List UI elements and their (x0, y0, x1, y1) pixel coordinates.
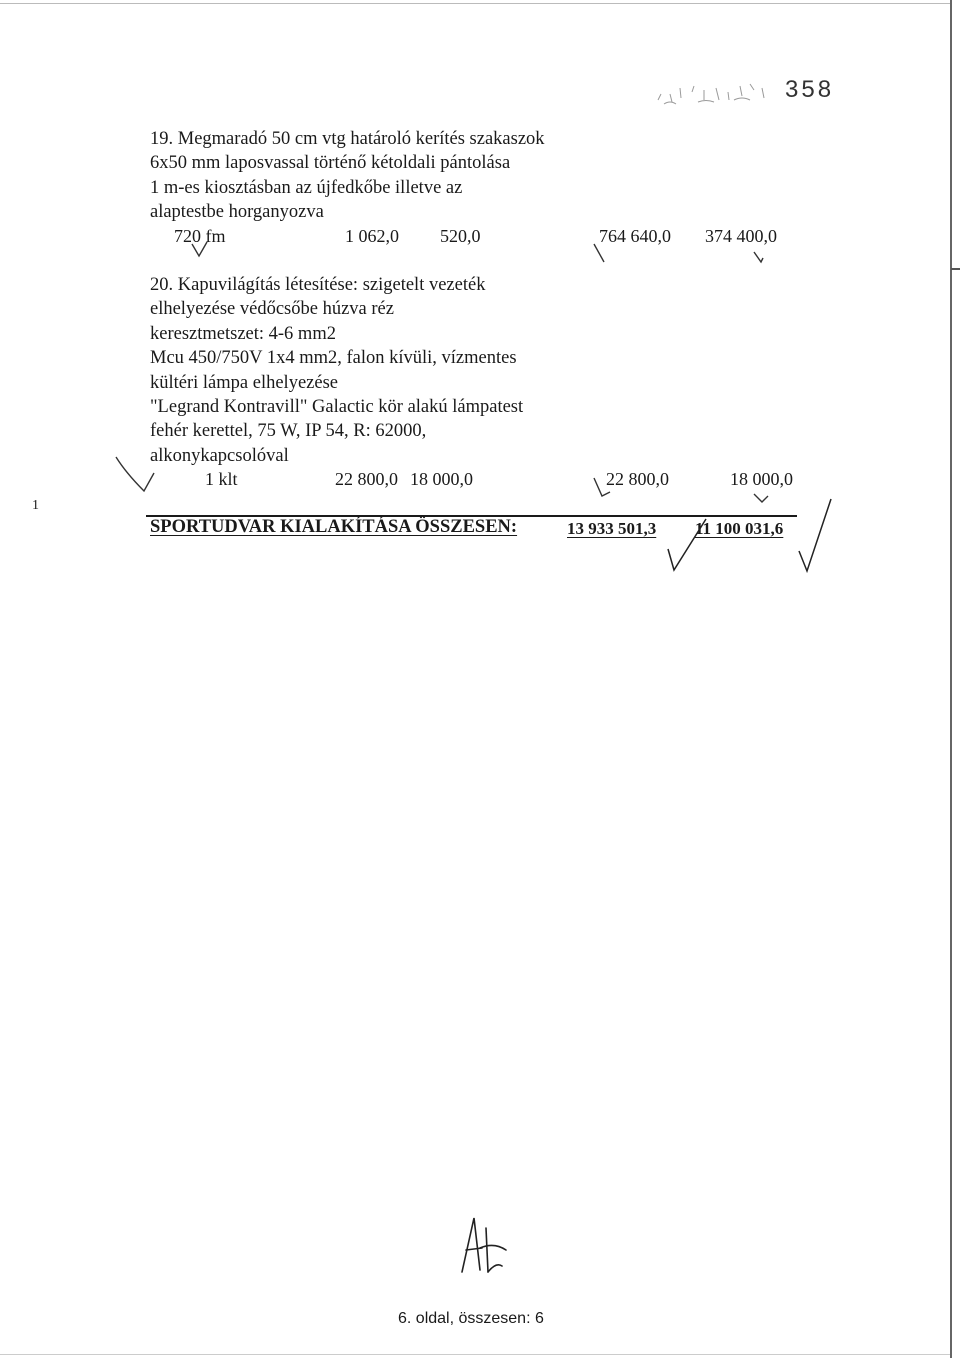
stamp-residue (650, 76, 775, 110)
check-mark-icon (592, 476, 614, 500)
check-mark-icon (752, 248, 770, 266)
scan-edge-bottom (0, 1354, 950, 1355)
item-20-line-6: "Legrand Kontravill" Galactic kör alakú lámpatest (150, 397, 524, 418)
item-20-total-labor: 18 000,0 (730, 469, 793, 489)
check-mark-icon (592, 240, 608, 266)
item-19-line-2: 6x50 mm laposvassal történő kétoldali pántolása (150, 153, 511, 174)
item-20-line-5: kültéri lámpa elhelyezése (150, 372, 338, 393)
check-mark-icon (114, 455, 158, 495)
item-19-description (150, 127, 545, 225)
item-19-total-material: 764 640,0 (599, 226, 671, 246)
item-20-total-material: 22 800,0 (606, 469, 669, 489)
check-mark-icon (660, 515, 710, 575)
footer-page-info: 6. oldal, összesen: 6 (398, 1310, 544, 1327)
page-stamp-number: 358 (785, 76, 835, 103)
scan-edge-top (0, 3, 950, 4)
item-20-line-1: 20. Kapuvilágítás létesítése: szigetelt vezeték (150, 275, 486, 295)
item-20-line-4: Mcu 450/750V 1x4 mm2, falon kívüli, vízmentes (150, 348, 517, 369)
item-19-total-labor: 374 400,0 (705, 226, 777, 246)
check-mark-icon (795, 495, 835, 577)
summary-label: SPORTUDVAR KIALAKÍTÁSA ÖSSZESEN: (150, 517, 518, 537)
item-20-unit-price-material: 22 800,0 (335, 469, 398, 489)
item-19-unit-price-material: 1 062,0 (345, 226, 399, 246)
summary-total-material: 13 933 501,3 (567, 519, 657, 538)
item-19-line-4: alaptestbe horganyozva (150, 202, 324, 223)
margin-note: 1 (32, 498, 39, 513)
item-19-line-1: 19. Megmaradó 50 cm vtg határoló kerítés szakaszok (150, 129, 545, 149)
item-20-line-3: keresztmetszet: 4-6 mm2 (150, 323, 336, 344)
item-19-unit-price-labor: 520,0 (440, 226, 481, 246)
scan-edge-right (950, 0, 952, 1358)
item-19-line-3: 1 m-es kiosztásban az újfedkőbe illetve az (150, 177, 463, 198)
check-mark-icon (190, 240, 210, 260)
item-19-quantity: 720 fm (174, 226, 226, 246)
item-20-line-7: fehér kerettel, 75 W, IP 54, R: 62000, (150, 421, 427, 442)
scan-edge-tick (951, 268, 960, 270)
item-20-quantity: 1 klt (205, 469, 238, 489)
item-20-description (150, 273, 523, 468)
check-mark-icon (752, 492, 772, 506)
item-20-line-8: alkonykapcsolóval (150, 445, 289, 466)
item-20-unit-price-labor: 18 000,0 (410, 469, 473, 489)
item-20-line-2: elhelyezése védőcsőbe húzva réz (150, 299, 394, 320)
summary-total-labor: 11 100 031,6 (695, 519, 784, 538)
signature-initials (452, 1214, 512, 1276)
